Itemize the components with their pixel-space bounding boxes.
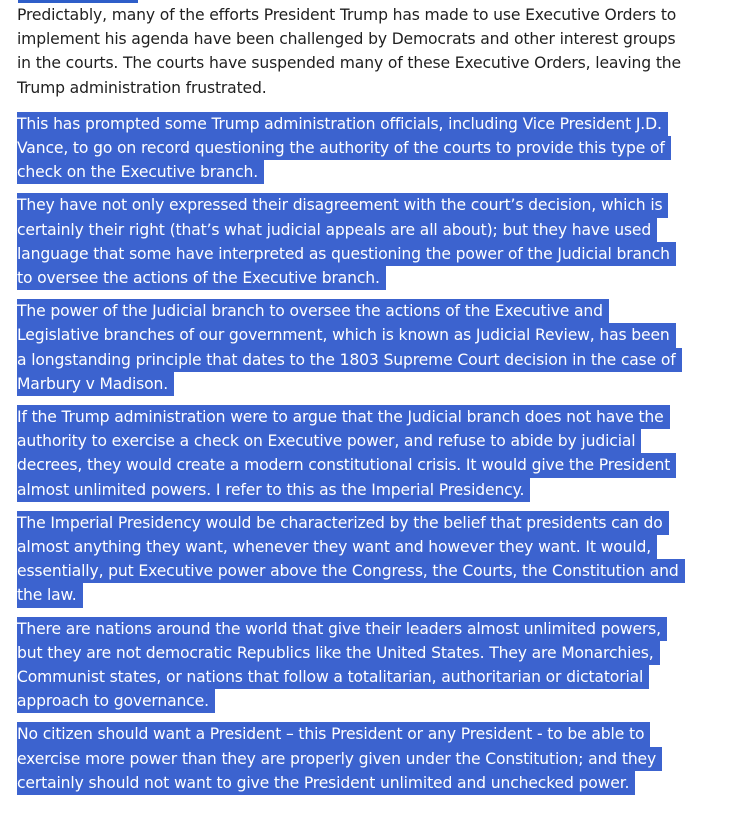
selected-text-line: a longstanding principle that dates to the 1803 Supreme Court decision in the case of — [17, 348, 682, 372]
selected-text-line: Communist states, or nations that follow a totalitarian, authoritarian or dictatorial — [17, 665, 649, 689]
selected-paragraph[interactable] — [17, 617, 729, 714]
selected-text-line: approach to governance. — [17, 689, 215, 713]
selected-paragraph[interactable] — [17, 193, 729, 290]
selected-text-line: Vance, to go on record questioning the authority of the courts to provide this type of — [17, 136, 671, 160]
selected-text-line: Legislative branches of our government, which is known as Judicial Review, has been — [17, 323, 676, 347]
selected-text-line: The power of the Judicial branch to oversee the actions of the Executive and — [17, 299, 609, 323]
selected-text-line: They have not only expressed their disagreement with the court’s decision, which is — [17, 193, 668, 217]
text-line: Predictably, many of the efforts President Trump has made to use Executive Orders to — [17, 6, 677, 24]
selected-text-line: decrees, they would create a modern constitutional crisis. It would give the President — [17, 453, 676, 477]
selected-paragraph[interactable] — [17, 112, 729, 185]
selected-text-line: language that some have interpreted as questioning the power of the Judicial branch — [17, 242, 676, 266]
selected-text-line: check on the Executive branch. — [17, 160, 264, 184]
selected-text-line: almost anything they want, whenever they want and however they want. It would, — [17, 535, 657, 559]
text-line: Trump administration frustrated. — [17, 78, 267, 97]
selected-paragraph[interactable] — [17, 511, 729, 608]
selected-text-line: authority to exercise a check on Executive power, and refuse to abide by judicial — [17, 429, 641, 453]
selected-text-line: but they are not democratic Republics like the United States. They are Monarchies, — [17, 641, 660, 665]
paragraph[interactable] — [17, 3, 729, 100]
selected-text-line: certainly should not want to give the President unlimited and unchecked power. — [17, 771, 635, 795]
selected-paragraph[interactable] — [17, 405, 729, 502]
selected-text-line: exercise more power than they are properly given under the Constitution; and they — [17, 747, 662, 771]
selected-text-line: No citizen should want a President – this President or any President - to be able to — [17, 722, 650, 746]
selected-paragraph[interactable] — [17, 722, 729, 795]
selected-text-line: This has prompted some Trump administration officials, including Vice President J.D. — [17, 112, 668, 136]
selected-text-line: If the Trump administration were to argue that the Judicial branch does not have the — [17, 405, 670, 429]
selected-text-line: The Imperial Presidency would be characterized by the belief that presidents can do — [17, 511, 669, 535]
text-line: in the courts. The courts have suspended many of these Executive Orders, leaving the — [17, 54, 681, 73]
selected-text-line: to oversee the actions of the Executive branch. — [17, 266, 386, 290]
selected-text-line: the law. — [17, 583, 83, 607]
selected-text-line: There are nations around the world that give their leaders almost unlimited powers, — [17, 617, 667, 641]
document-body[interactable] — [17, 3, 729, 804]
selected-text-line: essentially, put Executive power above the Congress, the Courts, the Constitution and — [17, 559, 685, 583]
selected-text-line: almost unlimited powers. I refer to this as the Imperial Presidency. — [17, 478, 530, 502]
selected-text-line: certainly their right (that’s what judicial appeals are all about); but they have used — [17, 218, 657, 242]
selected-paragraph[interactable] — [17, 299, 729, 396]
text-line: implement his agenda have been challenged by Democrats and other interest groups — [17, 30, 676, 49]
selected-text-line: Marbury v Madison. — [17, 372, 174, 396]
